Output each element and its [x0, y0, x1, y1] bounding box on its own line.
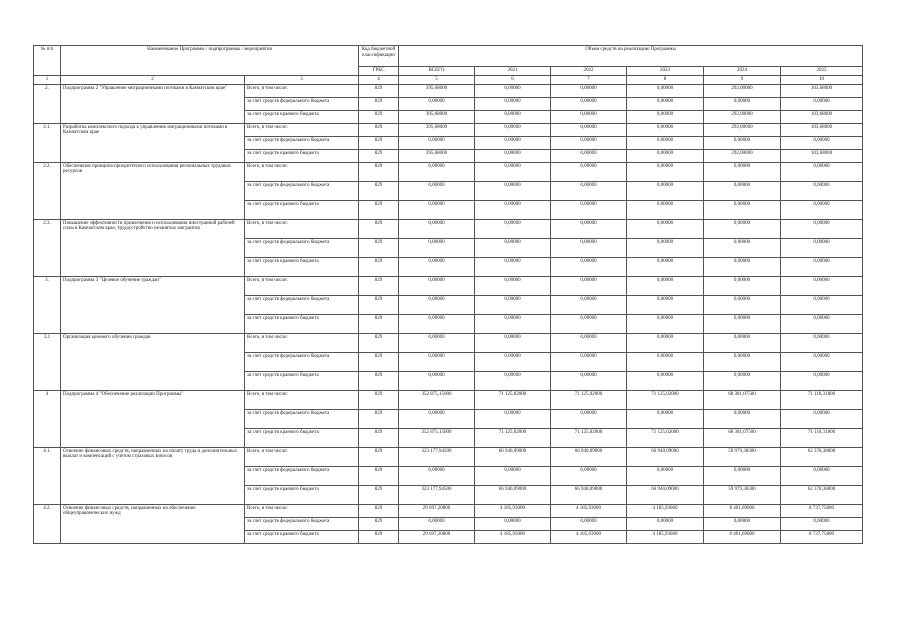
grbs-code: 829	[359, 136, 399, 149]
amount-year: 0,00000	[475, 409, 551, 428]
amount-total: 0,00000	[399, 219, 475, 238]
amount-total: 0,00000	[399, 257, 475, 276]
amount-year: 71 125,02000	[551, 428, 627, 447]
amount-year: 0,00000	[627, 409, 704, 428]
row-number: 4.2.	[34, 504, 61, 543]
header-name: Наименование Программы / подпрограммы / мероприятия	[61, 46, 359, 76]
funding-source: за счет средств краевого бюджета	[245, 371, 359, 390]
amount-year: 0,00000	[627, 517, 704, 530]
amount-year: 103,68000	[781, 123, 863, 136]
header-total: ВСЕГО	[399, 67, 475, 76]
amount-year: 0,00000	[781, 314, 863, 333]
amount-year: 292,00000	[704, 84, 781, 97]
index-cell: 8	[627, 75, 704, 84]
amount-year: 71 125,02000	[475, 390, 551, 409]
amount-year: 66 940,09000	[551, 485, 627, 504]
amount-year: 66 940,09000	[475, 485, 551, 504]
amount-total: 0,00000	[399, 295, 475, 314]
amount-year: 0,00000	[551, 97, 627, 110]
amount-year: 8 737,75800	[781, 504, 863, 517]
amount-total: 0,00000	[399, 276, 475, 295]
funding-source: Всего, в том числе:	[245, 504, 359, 517]
amount-year: 0,00000	[781, 333, 863, 352]
amount-year: 71 125,02000	[475, 428, 551, 447]
amount-year: 0,00000	[704, 371, 781, 390]
grbs-code: 829	[359, 409, 399, 428]
index-row	[34, 75, 863, 84]
amount-total: 29 697,20800	[399, 504, 475, 517]
row-number: 2.1.	[34, 123, 61, 162]
amount-year: 0,00000	[781, 276, 863, 295]
amount-year: 8 401,69000	[704, 530, 781, 543]
amount-year: 0,00000	[704, 219, 781, 238]
amount-year: 0,00000	[627, 219, 704, 238]
amount-year: 62 378,38000	[781, 485, 863, 504]
amount-year: 0,00000	[475, 149, 551, 162]
grbs-code: 829	[359, 390, 399, 409]
amount-year: 4 185,93000	[627, 504, 704, 517]
row-number: 4.1.	[34, 447, 61, 504]
index-cell: 5	[399, 75, 475, 84]
grbs-code: 829	[359, 257, 399, 276]
grbs-code: 829	[359, 238, 399, 257]
budget-table	[33, 45, 863, 544]
index-cell: 6	[475, 75, 551, 84]
amount-year: 68 381,07500	[704, 428, 781, 447]
amount-total: 0,00000	[399, 352, 475, 371]
amount-year: 0,00000	[551, 352, 627, 371]
funding-source: за счет средств краевого бюджета	[245, 485, 359, 504]
amount-year: 0,00000	[551, 517, 627, 530]
amount-year: 0,00000	[781, 517, 863, 530]
amount-year: 0,00000	[627, 149, 704, 162]
amount-year: 59 979,38300	[704, 447, 781, 466]
header-year: 2024	[704, 67, 781, 76]
amount-year: 62 378,38000	[781, 447, 863, 466]
amount-year: 0,00000	[781, 371, 863, 390]
amount-total: 0,00000	[399, 333, 475, 352]
amount-year: 0,00000	[781, 200, 863, 219]
funding-source: за счет средств краевого бюджета	[245, 149, 359, 162]
grbs-code: 829	[359, 219, 399, 238]
index-cell: 10	[781, 75, 863, 84]
amount-year: 0,00000	[551, 149, 627, 162]
amount-year: 0,00000	[475, 97, 551, 110]
index-cell: 2	[61, 75, 245, 84]
grbs-code: 829	[359, 447, 399, 466]
amount-year: 0,00000	[475, 257, 551, 276]
amount-year: 0,00000	[704, 136, 781, 149]
amount-total: 0,00000	[399, 371, 475, 390]
funding-source: за счет средств краевого бюджета	[245, 530, 359, 543]
header-num: № п/п	[34, 46, 61, 76]
amount-year: 4 185,93000	[475, 530, 551, 543]
amount-year: 0,00000	[551, 110, 627, 123]
amount-total: 395,68000	[399, 110, 475, 123]
amount-year: 0,00000	[551, 123, 627, 136]
grbs-code: 829	[359, 314, 399, 333]
amount-year: 0,00000	[475, 276, 551, 295]
funding-source: за счет средств федерального бюджета	[245, 136, 359, 149]
amount-year: 0,00000	[551, 409, 627, 428]
amount-year: 0,00000	[781, 238, 863, 257]
index-cell: 7	[551, 75, 627, 84]
amount-year: 0,00000	[704, 466, 781, 485]
grbs-code: 829	[359, 84, 399, 97]
header-volume: Объем средств на реализацию Программы	[399, 46, 863, 67]
grbs-code: 829	[359, 123, 399, 136]
row-title: Повышение эффективности привлечения и использования иностранной рабочей силы в Камчатском крае, трудоустройство незанятых мигрантов	[61, 219, 245, 276]
funding-source: Всего, в том числе:	[245, 219, 359, 238]
row-number: 2.2.	[34, 162, 61, 219]
funding-source: за счет средств краевого бюджета	[245, 428, 359, 447]
amount-year: 103,68000	[781, 149, 863, 162]
table-row	[34, 162, 863, 181]
amount-year: 0,00000	[475, 123, 551, 136]
funding-source: за счет средств краевого бюджета	[245, 110, 359, 123]
amount-year: 0,00000	[551, 238, 627, 257]
amount-year: 0,00000	[704, 200, 781, 219]
amount-year: 0,00000	[475, 238, 551, 257]
amount-total: 352 875,15000	[399, 428, 475, 447]
amount-year: 71 125,02000	[627, 428, 704, 447]
row-title: Освоение финансовых средств, направленных на оплату труда и дополнительных выплат и компенсаций с учетом страховых взносов	[61, 447, 245, 504]
index-cell: 4	[359, 75, 399, 84]
amount-year: 0,00000	[551, 162, 627, 181]
amount-year: 0,00000	[781, 162, 863, 181]
amount-total: 0,00000	[399, 517, 475, 530]
amount-year: 0,00000	[627, 97, 704, 110]
header-year: 2021	[475, 67, 551, 76]
index-cell: 1	[34, 75, 61, 84]
amount-total: 0,00000	[399, 162, 475, 181]
index-cell: 9	[704, 75, 781, 84]
funding-source: Всего, в том числе:	[245, 123, 359, 136]
amount-year: 0,00000	[704, 333, 781, 352]
funding-source: Всего, в том числе:	[245, 390, 359, 409]
amount-year: 8 737,75800	[781, 530, 863, 543]
amount-total: 0,00000	[399, 136, 475, 149]
amount-year: 71 125,02000	[627, 390, 704, 409]
header-grbs: ГРБС	[359, 67, 399, 76]
amount-year: 0,00000	[627, 257, 704, 276]
amount-total: 395,68000	[399, 123, 475, 136]
amount-total: 0,00000	[399, 409, 475, 428]
row-number: 2.3.	[34, 219, 61, 276]
grbs-code: 829	[359, 97, 399, 110]
amount-year: 0,00000	[551, 257, 627, 276]
funding-source: за счет средств федерального бюджета	[245, 181, 359, 200]
amount-year: 0,00000	[627, 200, 704, 219]
table-row	[34, 219, 863, 238]
funding-source: Всего, в том числе:	[245, 162, 359, 181]
index-cell: 3	[245, 75, 359, 84]
amount-year: 0,00000	[781, 295, 863, 314]
grbs-code: 829	[359, 485, 399, 504]
amount-year: 0,00000	[704, 352, 781, 371]
amount-year: 0,00000	[704, 238, 781, 257]
amount-total: 0,00000	[399, 181, 475, 200]
amount-year: 0,00000	[551, 136, 627, 149]
funding-source: за счет средств федерального бюджета	[245, 97, 359, 110]
funding-source: за счет средств федерального бюджета	[245, 409, 359, 428]
funding-source: Всего, в том числе:	[245, 447, 359, 466]
amount-year: 0,00000	[627, 123, 704, 136]
amount-year: 0,00000	[704, 181, 781, 200]
amount-year: 0,00000	[704, 97, 781, 110]
amount-year: 0,00000	[627, 276, 704, 295]
row-title: Подпрограмма 2 "Управление миграционными потоками в Камчатском крае"	[61, 84, 245, 123]
amount-year: 0,00000	[704, 276, 781, 295]
funding-source: за счет средств федерального бюджета	[245, 295, 359, 314]
amount-year: 0,00000	[475, 352, 551, 371]
table-row	[34, 390, 863, 409]
amount-year: 0,00000	[704, 257, 781, 276]
grbs-code: 829	[359, 181, 399, 200]
amount-year: 0,00000	[704, 162, 781, 181]
amount-year: 0,00000	[627, 466, 704, 485]
row-title: Разработка комплексного подхода к управлению миграционными потоками в Камчатском крае	[61, 123, 245, 162]
amount-year: 4 185,93000	[475, 504, 551, 517]
amount-year: 0,00000	[627, 314, 704, 333]
amount-year: 0,00000	[551, 466, 627, 485]
amount-year: 0,00000	[551, 295, 627, 314]
funding-source: за счет средств краевого бюджета	[245, 200, 359, 219]
amount-year: 0,00000	[475, 136, 551, 149]
amount-year: 0,00000	[781, 97, 863, 110]
amount-year: 0,00000	[551, 333, 627, 352]
amount-year: 0,00000	[627, 238, 704, 257]
grbs-code: 829	[359, 295, 399, 314]
header-row	[34, 46, 863, 67]
amount-year: 0,00000	[627, 84, 704, 97]
amount-year: 0,00000	[627, 162, 704, 181]
amount-total: 395,68000	[399, 149, 475, 162]
amount-year: 0,00000	[627, 181, 704, 200]
grbs-code: 829	[359, 530, 399, 543]
funding-source: Всего, в том числе:	[245, 276, 359, 295]
table-row	[34, 276, 863, 295]
amount-year: 68 381,07500	[704, 390, 781, 409]
amount-year: 71 125,02000	[551, 390, 627, 409]
amount-year: 0,00000	[781, 409, 863, 428]
grbs-code: 829	[359, 466, 399, 485]
amount-year: 0,00000	[475, 181, 551, 200]
grbs-code: 829	[359, 428, 399, 447]
amount-year: 0,00000	[551, 314, 627, 333]
amount-year: 0,00000	[475, 466, 551, 485]
amount-year: 66 940,09000	[627, 447, 704, 466]
amount-year: 0,00000	[475, 517, 551, 530]
amount-year: 0,00000	[781, 466, 863, 485]
grbs-code: 829	[359, 200, 399, 219]
row-title: Подпрограмма 4 "Обеспечение реализации Программы"	[61, 390, 245, 447]
funding-source: Всего, в том числе:	[245, 333, 359, 352]
header-year: 2025	[781, 67, 863, 76]
grbs-code: 829	[359, 352, 399, 371]
amount-year: 0,00000	[475, 333, 551, 352]
grbs-code: 829	[359, 110, 399, 123]
amount-year: 71 118,31800	[781, 428, 863, 447]
amount-year: 292,00000	[704, 123, 781, 136]
amount-year: 66 940,09000	[551, 447, 627, 466]
amount-year: 0,00000	[551, 181, 627, 200]
table-row	[34, 504, 863, 517]
amount-year: 59 979,38300	[704, 485, 781, 504]
table-row	[34, 447, 863, 466]
amount-year: 0,00000	[781, 181, 863, 200]
amount-year: 103,68000	[781, 84, 863, 97]
funding-source: за счет средств федерального бюджета	[245, 517, 359, 530]
amount-year: 292,00000	[704, 110, 781, 123]
amount-year: 0,00000	[475, 314, 551, 333]
amount-year: 0,00000	[551, 276, 627, 295]
amount-year: 0,00000	[475, 295, 551, 314]
amount-year: 0,00000	[704, 517, 781, 530]
amount-year: 0,00000	[627, 371, 704, 390]
amount-year: 0,00000	[475, 110, 551, 123]
row-number: 4	[34, 390, 61, 447]
header-code: Код бюджетной классификации	[359, 46, 399, 67]
amount-year: 0,00000	[704, 409, 781, 428]
row-title: Обеспечение принципа приоритетного использования региональных трудовых ресурсов	[61, 162, 245, 219]
amount-year: 0,00000	[475, 371, 551, 390]
amount-year: 71 118,31800	[781, 390, 863, 409]
table-row	[34, 84, 863, 97]
amount-year: 0,00000	[627, 352, 704, 371]
amount-year: 0,00000	[551, 219, 627, 238]
amount-year: 0,00000	[475, 200, 551, 219]
amount-year: 0,00000	[781, 257, 863, 276]
grbs-code: 829	[359, 504, 399, 517]
amount-year: 0,00000	[627, 295, 704, 314]
amount-year: 4 185,93000	[551, 504, 627, 517]
amount-total: 352 875,15000	[399, 390, 475, 409]
amount-total: 0,00000	[399, 314, 475, 333]
row-title: Подпрограмма 3 "Целевое обучение граждан"	[61, 276, 245, 333]
funding-source: за счет средств краевого бюджета	[245, 314, 359, 333]
header-year: 2023	[627, 67, 704, 76]
amount-year: 0,00000	[627, 110, 704, 123]
row-title: Организация целевого обучения граждан	[61, 333, 245, 390]
amount-year: 0,00000	[781, 219, 863, 238]
grbs-code: 829	[359, 162, 399, 181]
amount-total: 0,00000	[399, 97, 475, 110]
grbs-code: 829	[359, 517, 399, 530]
funding-source: Всего, в том числе:	[245, 84, 359, 97]
amount-year: 0,00000	[475, 162, 551, 181]
amount-total: 323 177,94500	[399, 485, 475, 504]
grbs-code: 829	[359, 276, 399, 295]
row-number: 3.	[34, 276, 61, 333]
amount-year: 0,00000	[475, 219, 551, 238]
amount-year: 0,00000	[475, 84, 551, 97]
amount-year: 66 940,09000	[475, 447, 551, 466]
amount-total: 0,00000	[399, 238, 475, 257]
amount-year: 0,00000	[781, 352, 863, 371]
header-year: 2022	[551, 67, 627, 76]
amount-year: 0,00000	[627, 136, 704, 149]
amount-total: 0,00000	[399, 466, 475, 485]
amount-year: 0,00000	[704, 295, 781, 314]
table-row	[34, 333, 863, 352]
grbs-code: 829	[359, 333, 399, 352]
amount-year: 66 940,09000	[627, 485, 704, 504]
funding-source: за счет средств краевого бюджета	[245, 257, 359, 276]
amount-year: 103,68000	[781, 110, 863, 123]
funding-source: за счет средств федерального бюджета	[245, 238, 359, 257]
amount-year: 0,00000	[551, 84, 627, 97]
amount-year: 4 185,93000	[627, 530, 704, 543]
amount-total: 395,68000	[399, 84, 475, 97]
grbs-code: 829	[359, 149, 399, 162]
row-number: 3.1	[34, 333, 61, 390]
amount-total: 29 697,20800	[399, 530, 475, 543]
amount-year: 292,00000	[704, 149, 781, 162]
amount-total: 0,00000	[399, 200, 475, 219]
funding-source: за счет средств федерального бюджета	[245, 352, 359, 371]
funding-source: за счет средств федерального бюджета	[245, 466, 359, 485]
amount-total: 323 177,94500	[399, 447, 475, 466]
amount-year: 8 401,69000	[704, 504, 781, 517]
table-row	[34, 123, 863, 136]
row-title: Освоение финансовых средств, направленных на обеспечение общеуправленческих нужд	[61, 504, 245, 543]
amount-year: 0,00000	[704, 314, 781, 333]
amount-year: 4 185,93000	[551, 530, 627, 543]
grbs-code: 829	[359, 371, 399, 390]
amount-year: 0,00000	[627, 333, 704, 352]
amount-year: 0,00000	[551, 200, 627, 219]
amount-year: 0,00000	[551, 371, 627, 390]
amount-year: 0,00000	[781, 136, 863, 149]
row-number: 2.	[34, 84, 61, 123]
